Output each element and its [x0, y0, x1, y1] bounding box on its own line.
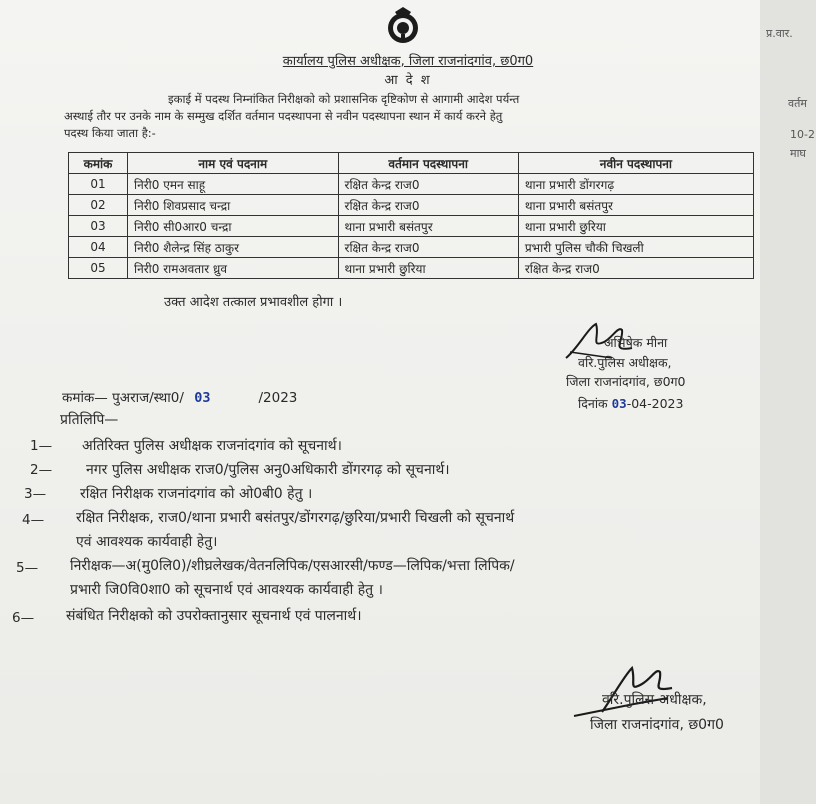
col-header-name: नाम एवं पदनाम: [128, 153, 339, 174]
row-current-posting: थाना प्रभारी छुरिया: [338, 258, 518, 279]
row-new-posting: थाना प्रभारी छुरिया: [518, 216, 753, 237]
row-new-posting: थाना प्रभारी बसंतपुर: [518, 195, 753, 216]
table-row: [69, 174, 754, 195]
copy-number: 6—: [12, 610, 35, 626]
row-name: निरी0 शैलेन्द्र सिंह ठाकुर: [128, 237, 339, 258]
side-text: प्र.वार.: [766, 27, 793, 40]
date-rest: -04-2023: [626, 396, 684, 411]
order-title: आ दे श: [384, 73, 432, 88]
table-row: [69, 258, 754, 279]
copy-number: 1—: [30, 438, 53, 454]
adjacent-sheet-edge: [760, 0, 816, 804]
row-serial: 05: [69, 258, 128, 279]
row-new-posting: थाना प्रभारी डोंगरगढ़: [518, 174, 753, 195]
row-name: निरी0 एमन साहू: [128, 174, 339, 195]
reference-prefix: कमांक— पुअराज/स्था0/: [62, 390, 184, 406]
row-serial: 03: [69, 216, 128, 237]
copy-line: निरीक्षक—अ(मु0लि0)/शीघ्रलेखक/वेतनलिपिक/एसआरसी/फण्ड—लिपिक/भत्ता लिपिक/: [70, 558, 515, 574]
row-current-posting: रक्षित केन्द्र राज0: [338, 237, 518, 258]
col-header-new-posting: नवीन पदस्थापना: [518, 153, 753, 174]
intro-line-2: अस्थाई तौर पर उनके नाम के सम्मुख दर्शित वर्तमान पदस्थापना से नवीन पदस्थापना स्थान में कार्य करने हेतु: [64, 109, 503, 123]
col-header-current-posting: वर्तमान पदस्थापना: [338, 153, 518, 174]
date-label: दिनांक: [578, 396, 608, 411]
signatory-district: जिला राजनांदगांव, छ0ग0: [566, 374, 686, 389]
copy-line: रक्षित निरीक्षक राजनांदगांव को ओ0बी0 हेतु ।: [80, 486, 313, 502]
order-date: [578, 395, 683, 412]
copy-line: एवं आवश्यक कार्यवाही हेतु।: [76, 534, 218, 550]
row-new-posting: प्रभारी पुलिस चौकी चिखली: [518, 237, 753, 258]
copy-line: संबंधित निरीक्षको को उपरोक्तानुसार सूचनार्थ एवं पालनार्थ।: [66, 608, 362, 624]
copy-number: 4—: [22, 512, 45, 528]
reference-handwritten-number: 03: [194, 390, 211, 406]
intro-line-1: इकाई में पदस्थ निम्नांकित निरीक्षको को प्रशासनिक दृष्टिकोण से आगामी आदेश पर्यन्त: [168, 92, 520, 106]
row-name: निरी0 शिवप्रसाद चन्द्रा: [128, 195, 339, 216]
reference-number: [62, 388, 297, 406]
reference-year: /2023: [258, 390, 298, 406]
side-text: वर्तम: [788, 97, 807, 110]
row-current-posting: रक्षित केन्द्र राज0: [338, 195, 518, 216]
intro-line-3: पदस्थ किया जाता है:-: [64, 126, 156, 140]
signatory-designation: वरि.पुलिस अधीक्षक,: [578, 355, 672, 370]
signatory-district-2: जिला राजनांदगांव, छ0ग0: [590, 717, 724, 733]
office-heading: कार्यालय पुलिस अधीक्षक, जिला राजनांदगांव, छ0ग0: [282, 54, 534, 69]
row-current-posting: रक्षित केन्द्र राज0: [338, 174, 518, 195]
effect-note: उक्त आदेश तत्काल प्रभावशील होगा ।: [164, 295, 343, 310]
copy-number: 2—: [30, 462, 53, 478]
copy-line: प्रभारी जि0वि0शा0 को सूचनार्थ एवं आवश्यक कार्यवाही हेतु ।: [70, 582, 383, 598]
date-handwritten: 03: [611, 396, 627, 411]
row-serial: 02: [69, 195, 128, 216]
col-header-serial: कमांक: [69, 153, 128, 174]
copy-line: नगर पुलिस अधीक्षक राज0/पुलिस अनु0अधिकारी डोंगरगढ़ को सूचनार्थ।: [86, 462, 450, 478]
posting-table: [68, 152, 754, 279]
table-header-row: [69, 153, 754, 174]
side-text: 10-2: [790, 128, 815, 141]
table-row: [69, 195, 754, 216]
row-current-posting: थाना प्रभारी बसंतपुर: [338, 216, 518, 237]
copy-label: प्रतिलिपि—: [60, 412, 119, 428]
copy-number: 3—: [24, 486, 47, 502]
copy-line: अतिरिक्त पुलिस अधीक्षक राजनांदगांव को सूचनार्थ।: [82, 438, 342, 454]
copy-line: रक्षित निरीक्षक, राज0/थाना प्रभारी बसंतपुर/डोंगरगढ़/छुरिया/प्रभारी चिखली को सूचनार्थ: [76, 510, 515, 526]
row-serial: 04: [69, 237, 128, 258]
copy-number: 5—: [16, 560, 39, 576]
signatory-designation-2: वरि.पुलिस अधीक्षक,: [602, 692, 707, 708]
row-name: निरी0 सी0आर0 चन्द्रा: [128, 216, 339, 237]
signatory-name: अभिषेक मीना: [604, 335, 668, 350]
row-name: निरी0 रामअवतार ध्रुव: [128, 258, 339, 279]
table-row: [69, 237, 754, 258]
side-text: माघ: [790, 147, 806, 160]
row-serial: 01: [69, 174, 128, 195]
table-row: [69, 216, 754, 237]
row-new-posting: रक्षित केन्द्र राज0: [518, 258, 753, 279]
police-emblem-icon: [381, 4, 425, 48]
